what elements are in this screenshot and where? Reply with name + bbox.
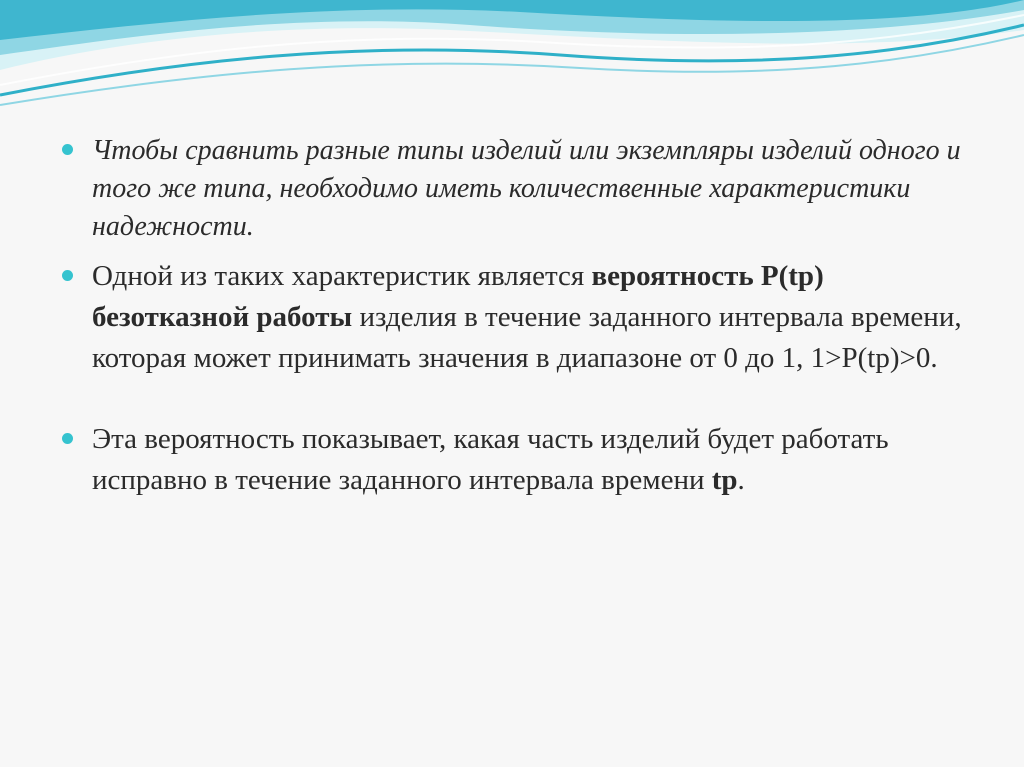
bullet-text-1: Чтобы сравнить разные типы изделий или экземпляры изделий одного и того же типа, необходимо иметь количественные характеристики надежности. <box>92 135 961 242</box>
bullet-dot-icon <box>62 433 73 444</box>
bullet-text-3-pre: Эта вероятность показывает, какая часть изделий будет работать исправно в течение заданного интервала времени <box>92 423 889 496</box>
bullet-item-1 <box>62 132 962 246</box>
bullet-text-2-bold: вероятность Р(tр) безотказной работы <box>92 260 824 333</box>
bullet-text-3-bold: tр <box>711 464 738 496</box>
bullet-dot-icon <box>62 144 73 155</box>
slide-content <box>62 132 962 501</box>
bullet-dot-icon <box>62 270 73 281</box>
bullet-text-2-post: изделия в течение заданного интервала времени, которая может принимать значения в диапазоне от 0 до 1, 1>Р(tр)>0. <box>92 301 962 374</box>
bullet-text-3-post: . <box>737 464 745 496</box>
bullet-item-3 <box>62 419 962 501</box>
bullet-item-2 <box>62 256 962 379</box>
header-wave-decoration <box>0 0 1024 120</box>
bullet-text-2-pre: Одной из таких характеристик является <box>92 260 592 292</box>
